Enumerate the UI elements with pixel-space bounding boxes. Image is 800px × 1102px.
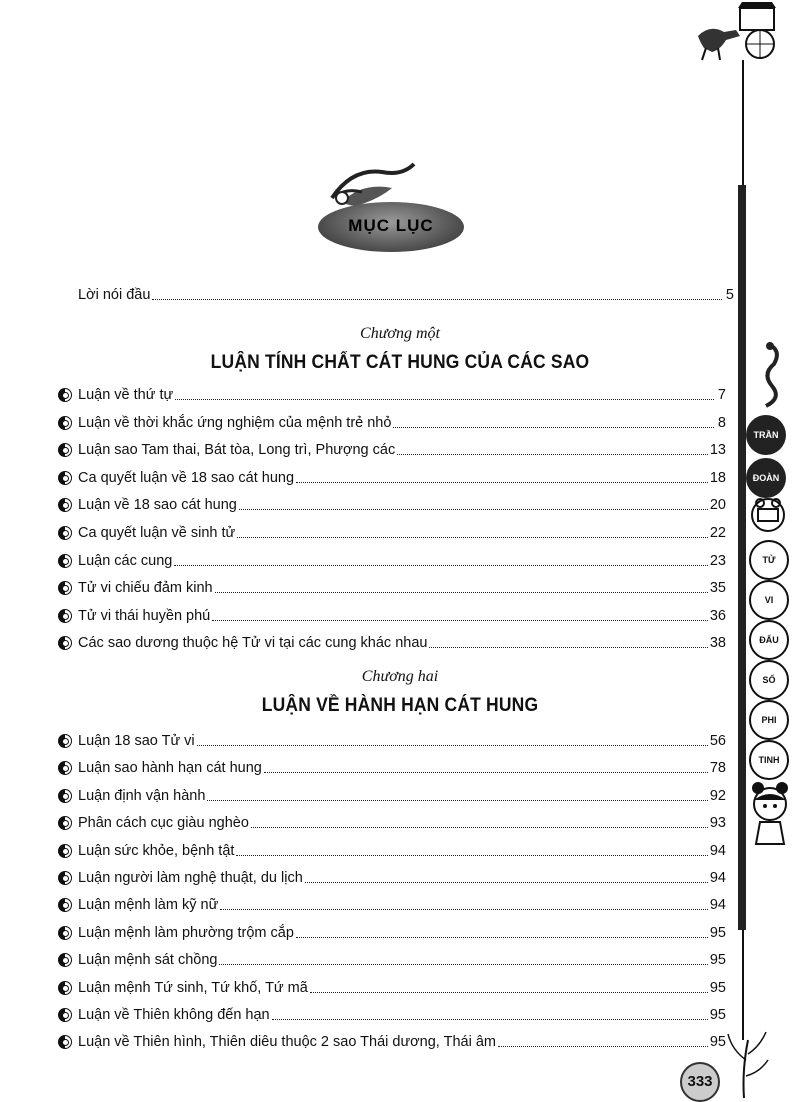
plant-icon (724, 1020, 772, 1100)
yin-yang-bullet-icon (58, 734, 72, 748)
yin-yang-bullet-icon (58, 871, 72, 885)
toc-heading-badge (312, 158, 464, 254)
yin-yang-bullet-icon (58, 981, 72, 995)
title-circle-6: TINH (749, 740, 789, 780)
toc-entry (58, 552, 726, 570)
yin-yang-bullet-icon (58, 416, 72, 430)
leader-dots (175, 398, 714, 400)
toc-entry (58, 496, 726, 514)
entry-page: 22 (709, 525, 726, 541)
leader-dots (220, 908, 708, 910)
chapter-2-label: Chương hai (361, 668, 439, 685)
leader-dots (397, 453, 708, 455)
horse-cart-icon (690, 2, 790, 64)
author-circle-1: TRẦN (746, 415, 786, 455)
entry-label: Luận mệnh Tứ sinh, Tứ khố, Tứ mã (78, 979, 308, 996)
leader-dots (236, 854, 707, 856)
dragon-icon (748, 340, 788, 410)
border-bar (738, 185, 746, 930)
toc-entry (58, 524, 726, 542)
yin-yang-bullet-icon (58, 526, 72, 540)
leader-dots (237, 536, 708, 538)
entry-label: Luận mệnh sát chồng (78, 952, 218, 969)
entry-page: 5 (725, 287, 734, 303)
yin-yang-bullet-icon (58, 554, 72, 568)
entry-page: 95 (709, 952, 726, 969)
toc-entry (58, 979, 726, 997)
yin-yang-bullet-icon (58, 471, 72, 485)
ornament-icon (748, 495, 788, 535)
yin-yang-bullet-icon (58, 844, 72, 858)
page-title: MỤC LỤC (348, 216, 434, 235)
title-circle-5: PHI (749, 700, 789, 740)
toc-entry (58, 579, 726, 597)
yin-yang-bullet-icon (58, 953, 72, 967)
toc-entry (58, 842, 726, 860)
yin-yang-bullet-icon (58, 816, 72, 830)
entry-page: 95 (709, 979, 726, 996)
yin-yang-bullet-icon (58, 498, 72, 512)
leader-dots (498, 1045, 708, 1047)
entry-label: Tử vi chiếu đảm kinh (78, 580, 213, 597)
entry-label: Phân cách cục giàu nghèo (78, 815, 249, 832)
chapter-1-label: Chương một (360, 325, 440, 342)
leader-dots (305, 881, 708, 883)
entry-page: 56 (709, 733, 726, 749)
entry-label: Luận về Thiên hình, Thiên diêu thuộc 2 sao Thái dương, Thái âm (78, 1034, 496, 1051)
yin-yang-bullet-icon (58, 1035, 72, 1049)
yin-yang-bullet-icon (58, 609, 72, 623)
leader-dots (207, 799, 707, 801)
toc-entry (58, 732, 726, 750)
entry-label: Lời nói đầu (78, 287, 151, 303)
entry-page: 93 (709, 815, 726, 832)
entry-page: 94 (709, 870, 726, 886)
child-figure-icon (748, 782, 792, 852)
entry-label: Luận về thứ tự (78, 387, 174, 403)
yin-yang-bullet-icon (58, 581, 72, 595)
entry-page: 8 (717, 414, 726, 431)
entry-page: 13 (709, 442, 726, 459)
title-circle-3: ĐẨU (749, 620, 789, 660)
toc-entry (58, 924, 726, 942)
entry-label: Ca quyết luận về 18 sao cát hung (78, 469, 295, 486)
entry-label: Luận sức khỏe, bệnh tật (78, 842, 235, 859)
chapter-1-title: LUẬN TÍNH CHẤT CÁT HUNG CỦA CÁC SAO (210, 352, 590, 373)
entry-label: Luận về 18 sao cát hung (78, 497, 237, 514)
yin-yang-bullet-icon (58, 761, 72, 775)
entry-label: Luận sao Tam thai, Bát tòa, Long trì, Phượng các (78, 442, 396, 459)
entry-label: Luận về thời khắc ứng nghiệm của mệnh trẻ nhỏ (78, 414, 392, 431)
leader-dots (219, 963, 707, 965)
title-circle-4: SỐ (749, 660, 789, 700)
toc-entry (58, 414, 726, 432)
leader-dots (251, 826, 708, 828)
entry-page: 20 (709, 497, 726, 514)
toc-entry (58, 607, 726, 625)
leader-dots (152, 298, 722, 300)
title-circle-2: VI (749, 580, 789, 620)
toc-entry (58, 787, 726, 805)
entry-label: Luận định vận hành (78, 787, 206, 804)
entry-page: 18 (709, 469, 726, 486)
entry-label: Luận người làm nghệ thuật, du lịch (78, 870, 303, 886)
leader-dots (310, 991, 708, 993)
toc-entry (58, 814, 726, 832)
entry-label: Luận 18 sao Tử vi (78, 733, 195, 749)
leader-dots (296, 481, 708, 483)
leader-dots (393, 426, 714, 428)
entry-page: 23 (709, 552, 726, 569)
entry-page: 94 (709, 842, 726, 859)
yin-yang-bullet-icon (58, 926, 72, 940)
entry-page: 78 (709, 760, 726, 777)
entry-label: Luận các cung (78, 552, 173, 569)
entry-page: 36 (709, 607, 726, 624)
toc-entry (58, 634, 726, 652)
toc-entry (58, 896, 726, 914)
author-circle-2: ĐOÀN (746, 458, 786, 498)
leader-dots (215, 591, 708, 593)
entry-page: 94 (709, 897, 726, 914)
yin-yang-bullet-icon (58, 443, 72, 457)
yin-yang-bullet-icon (58, 789, 72, 803)
toc-entry (58, 441, 726, 459)
yin-yang-bullet-icon (58, 388, 72, 402)
entry-page: 92 (709, 787, 726, 804)
yin-yang-bullet-icon (58, 1008, 72, 1022)
entry-page: 7 (717, 387, 726, 403)
leader-dots (429, 646, 707, 648)
leader-dots (239, 508, 708, 510)
page-number: 333 (680, 1062, 720, 1102)
entry-label: Luận sao hành hạn cát hung (78, 760, 262, 777)
leader-dots (296, 936, 708, 938)
chapter-2-title: LUẬN VỀ HÀNH HẠN CÁT HUNG (261, 695, 539, 716)
yin-yang-bullet-icon (58, 636, 72, 650)
toc-entry (58, 951, 726, 969)
title-circle-1: TỬ (749, 540, 789, 580)
yin-yang-bullet-icon (58, 898, 72, 912)
toc-entry (58, 469, 726, 487)
entry-label: Luận mệnh làm kỹ nữ (78, 897, 219, 914)
leader-dots (272, 1018, 708, 1020)
leader-dots (264, 771, 708, 773)
entry-label: Tử vi thái huyền phú (78, 607, 211, 624)
leader-dots (174, 564, 708, 566)
entry-page: 38 (709, 635, 726, 652)
leader-dots (212, 619, 708, 621)
preface-entry (78, 286, 734, 304)
entry-label: Luận mệnh làm phường trộm cắp (78, 924, 294, 941)
toc-entry (58, 1033, 726, 1051)
toc-entry (58, 1006, 726, 1024)
entry-page: 35 (709, 580, 726, 597)
toc-entry (58, 759, 726, 777)
toc-entry (58, 869, 726, 887)
entry-page: 95 (709, 924, 726, 941)
entry-label: Các sao dương thuộc hệ Tử vi tại các cung khác nhau (78, 635, 428, 652)
entry-page: 95 (709, 1034, 726, 1051)
entry-label: Ca quyết luận về sinh tử (78, 525, 236, 541)
entry-page: 95 (709, 1007, 726, 1023)
toc-entry (58, 386, 726, 404)
entry-label: Luận về Thiên không đến hạn (78, 1007, 270, 1023)
leader-dots (197, 744, 708, 746)
